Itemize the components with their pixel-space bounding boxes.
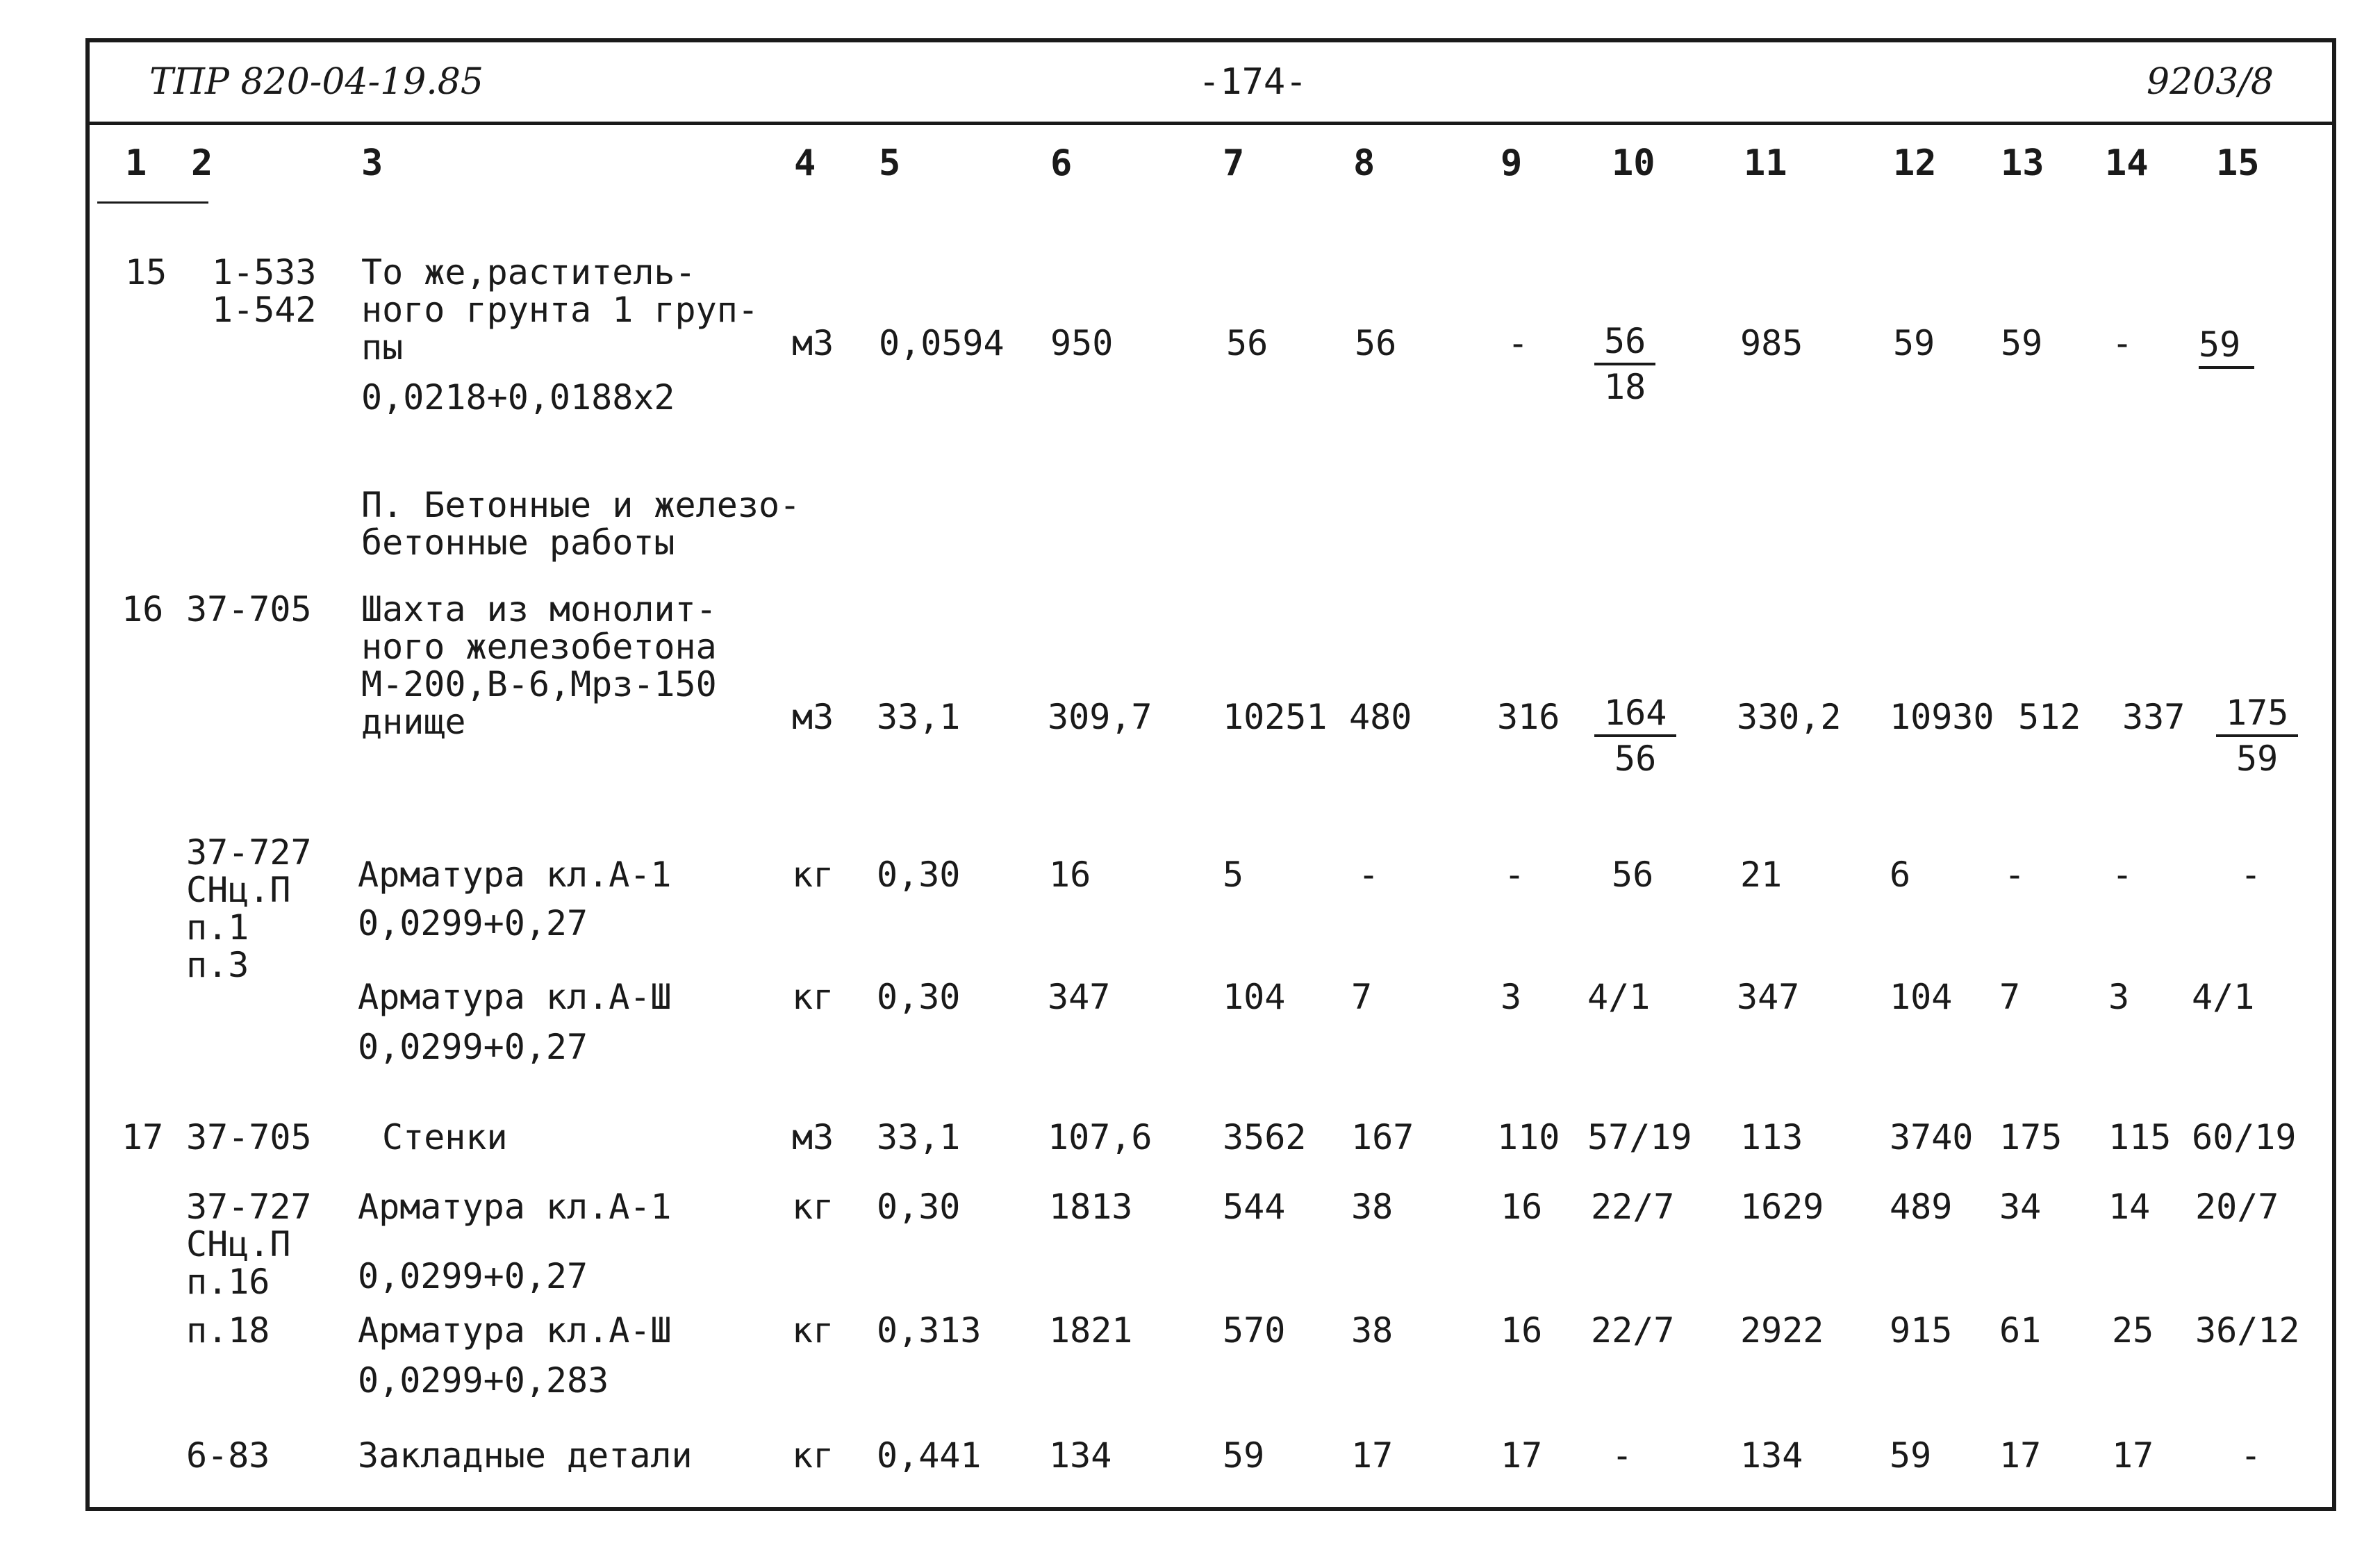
- cell-c15: -: [2240, 855, 2262, 895]
- unit: кг: [792, 1310, 834, 1351]
- norm-code: п.18: [186, 1310, 270, 1351]
- cell-c14: -: [2112, 323, 2133, 363]
- cell-c9: 17: [1501, 1435, 1543, 1476]
- work-description: Стенки: [382, 1117, 508, 1157]
- col-header-6: 6: [1050, 142, 1073, 184]
- work-description: Арматура кл.А-1: [358, 1187, 672, 1227]
- cell-c5: 0,313: [877, 1310, 982, 1351]
- volume-formula: 0,0218+0,0188х2: [361, 377, 675, 418]
- section-title: П. Бетонные и железо- бетонные работы: [361, 485, 801, 563]
- cell-c15-fraction: [2216, 691, 2298, 780]
- cell-c6: 107,6: [1048, 1117, 1152, 1157]
- cell-c10: 4/1: [1587, 977, 1651, 1017]
- col-header-9: 9: [1501, 142, 1523, 184]
- cell-c13: 17: [1999, 1435, 2042, 1476]
- volume-formula: 0,0299+0,283: [358, 1360, 609, 1401]
- cell-c14: 17: [2112, 1435, 2154, 1476]
- cell-c5: 0,30: [877, 1187, 961, 1227]
- row-number: 16: [122, 589, 164, 629]
- cell-c12: 6: [1890, 855, 1911, 895]
- cell-c8: 480: [1349, 697, 1412, 737]
- col-header-5: 5: [879, 142, 901, 184]
- doc-code: ТПР 820-04-19.85: [149, 61, 484, 103]
- col-header-12: 12: [1893, 142, 1937, 184]
- cell-c6: 16: [1049, 855, 1091, 895]
- cell-c6: 1813: [1049, 1187, 1133, 1227]
- cell-c11: 21: [1740, 855, 1783, 895]
- cell-c13: 61: [1999, 1310, 2042, 1351]
- sheet-code: 9203/8: [2147, 61, 2274, 103]
- unit: кг: [792, 1435, 834, 1476]
- col-header-4: 4: [794, 142, 816, 184]
- cell-c6: 134: [1049, 1435, 1112, 1476]
- cell-c10-fraction: [1594, 320, 1655, 409]
- fraction-denominator: 56: [1614, 739, 1657, 779]
- cell-c13: 512: [2018, 697, 2081, 737]
- cell-c7: 10251: [1223, 697, 1328, 737]
- col-header-3: 3: [361, 142, 383, 184]
- col-header-2: 2: [191, 142, 213, 184]
- norm-code: 37-705: [186, 589, 312, 629]
- fraction-denominator: 59: [2236, 739, 2279, 779]
- volume-formula: 0,0299+0,27: [358, 903, 588, 943]
- cell-c14: 337: [2122, 697, 2185, 737]
- cell-c12: 104: [1890, 977, 1953, 1017]
- cell-c15: 4/1: [2192, 977, 2255, 1017]
- cell-c6: 309,7: [1048, 697, 1152, 737]
- fraction-numerator: 56: [1594, 320, 1655, 365]
- cell-c11: 330,2: [1737, 697, 1842, 737]
- cell-c7: 56: [1226, 323, 1268, 363]
- header-underline: [97, 201, 208, 204]
- cell-c10: 22/7: [1591, 1187, 1675, 1227]
- fraction-numerator: 164: [1594, 691, 1676, 737]
- cell-c9: -: [1507, 323, 1529, 363]
- cell-c13: 34: [1999, 1187, 2042, 1227]
- cell-c13: 7: [1999, 977, 2021, 1017]
- cell-c14: 14: [2108, 1187, 2151, 1227]
- work-description: Закладные детали: [358, 1435, 693, 1476]
- cell-c14: -: [2112, 855, 2133, 895]
- norm-code: 6-83: [186, 1435, 270, 1476]
- cell-c6: 1821: [1049, 1310, 1133, 1351]
- norm-code: 37-705: [186, 1117, 312, 1157]
- cell-c12: 10930: [1890, 697, 1994, 737]
- unit: кг: [792, 1187, 834, 1227]
- unit: м3: [792, 1117, 834, 1157]
- cell-c7: 104: [1223, 977, 1286, 1017]
- unit: м3: [792, 697, 834, 737]
- cell-c14: 25: [2112, 1310, 2154, 1351]
- unit: м3: [792, 323, 834, 363]
- cell-c9: 110: [1497, 1117, 1560, 1157]
- cell-c11: 2922: [1740, 1310, 1824, 1351]
- cell-c12: 915: [1890, 1310, 1953, 1351]
- volume-formula: 0,0299+0,27: [358, 1256, 588, 1296]
- cell-c14: 3: [2108, 977, 2130, 1017]
- cell-c11: 1629: [1740, 1187, 1824, 1227]
- norm-code: 37-727 СНц.П п.1 п.3: [186, 832, 312, 985]
- cell-c15: 60/19: [2192, 1117, 2297, 1157]
- cell-c8: 56: [1355, 323, 1397, 363]
- fraction-numerator: 175: [2216, 691, 2298, 737]
- col-header-13: 13: [2001, 142, 2044, 184]
- cell-c7: 59: [1223, 1435, 1265, 1476]
- cell-c5: 0,30: [877, 977, 961, 1017]
- work-description: То же,раститель- ного грунта 1 груп- пы: [361, 252, 759, 368]
- cell-c6: 347: [1048, 977, 1111, 1017]
- cell-c13: -: [2004, 855, 2026, 895]
- cell-c7: 570: [1223, 1310, 1286, 1351]
- cell-c6: 950: [1050, 323, 1114, 363]
- cell-c11: 113: [1740, 1117, 1803, 1157]
- col-header-7: 7: [1223, 142, 1245, 184]
- cell-c10: 57/19: [1587, 1117, 1692, 1157]
- col-header-15: 15: [2216, 142, 2260, 184]
- cell-c10: 56: [1612, 855, 1654, 895]
- col-header-11: 11: [1744, 142, 1787, 184]
- work-description: Арматура кл.А-Ш: [358, 1310, 672, 1351]
- cell-c9: 316: [1497, 697, 1560, 737]
- col-header-10: 10: [1612, 142, 1655, 184]
- cell-c14: 115: [2108, 1117, 2172, 1157]
- row-number: 17: [122, 1117, 164, 1157]
- cell-c11: 134: [1740, 1435, 1803, 1476]
- cell-c9: 16: [1501, 1187, 1543, 1227]
- cell-c5: 0,30: [877, 855, 961, 895]
- page-number: -174-: [1198, 61, 1307, 103]
- cell-c10: 22/7: [1591, 1310, 1675, 1351]
- cell-c12: 489: [1890, 1187, 1953, 1227]
- col-header-1: 1: [125, 142, 147, 184]
- fraction-denominator: 18: [1604, 367, 1646, 407]
- cell-c9: 3: [1501, 977, 1522, 1017]
- cell-c5: 0,441: [877, 1435, 982, 1476]
- work-description: Арматура кл.А-Ш: [358, 977, 672, 1017]
- cell-c10: -: [1612, 1435, 1633, 1476]
- cell-c10-fraction: [1594, 691, 1676, 780]
- norm-code: 37-727 СНц.П п.16: [186, 1187, 312, 1302]
- cell-c9: -: [1504, 855, 1526, 895]
- cell-c11: 985: [1740, 323, 1803, 363]
- unit: кг: [792, 977, 834, 1017]
- cell-c8: 38: [1351, 1310, 1394, 1351]
- cell-c7: 544: [1223, 1187, 1286, 1227]
- cell-c5: 33,1: [877, 1117, 961, 1157]
- cell-c9: 16: [1501, 1310, 1543, 1351]
- work-description: Шахта из монолит- ного железобетона М-200,В-6,Мрз-150 днище: [361, 589, 717, 742]
- cell-c13: 175: [1999, 1117, 2063, 1157]
- header-divider: [85, 122, 2336, 125]
- cell-c12: 59: [1893, 323, 1935, 363]
- cell-c12: 3740: [1890, 1117, 1974, 1157]
- cell-c5: 0,0594: [879, 323, 1005, 363]
- cell-c13: 59: [2001, 323, 2043, 363]
- cell-c8: 7: [1351, 977, 1373, 1017]
- cell-c15: 20/7: [2195, 1187, 2279, 1227]
- cell-c8: 38: [1351, 1187, 1394, 1227]
- cell-c15: 59: [2199, 324, 2254, 369]
- col-header-8: 8: [1353, 142, 1375, 184]
- cell-c8: 167: [1351, 1117, 1414, 1157]
- work-description: Арматура кл.А-1: [358, 855, 672, 895]
- cell-c7: 3562: [1223, 1117, 1307, 1157]
- cell-c7: 5: [1223, 855, 1244, 895]
- cell-c5: 33,1: [877, 697, 961, 737]
- norm-code: 1-533 1-542: [212, 252, 317, 330]
- row-number: 15: [125, 252, 167, 292]
- cell-c12: 59: [1890, 1435, 1932, 1476]
- cell-c8: 17: [1351, 1435, 1394, 1476]
- unit: кг: [792, 855, 834, 895]
- cell-c11: 347: [1737, 977, 1800, 1017]
- volume-formula: 0,0299+0,27: [358, 1027, 588, 1067]
- cell-c15: 36/12: [2195, 1310, 2300, 1351]
- cell-c8: -: [1358, 855, 1380, 895]
- col-header-14: 14: [2105, 142, 2149, 184]
- cell-c15: -: [2240, 1435, 2262, 1476]
